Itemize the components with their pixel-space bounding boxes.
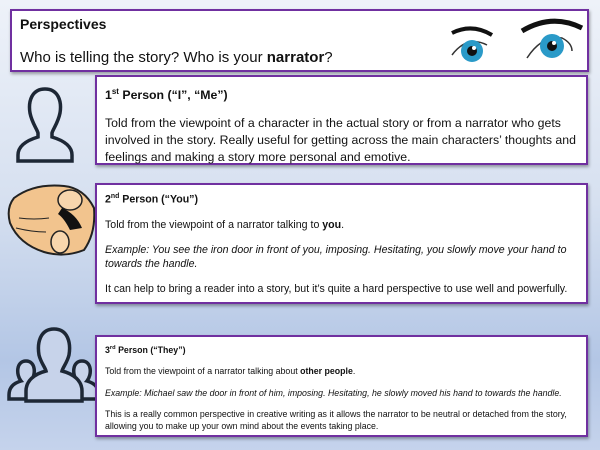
third-person-title (105, 342, 578, 356)
third-person-box (95, 335, 588, 437)
third-person-example: Example: Michael saw the door in front of him, imposing. Hesitating, he slowly moved his hand to towards the handle. (105, 387, 562, 398)
body-text: Told from the viewpoint of a narrator talking to (105, 218, 323, 231)
question-bold: narrator (266, 49, 325, 66)
second-person-body (105, 218, 578, 233)
title-num: 1 (105, 88, 112, 103)
second-person-note: It can help to bring a reader into a story, but it’s quite a hard perspective to use well and powerfully. (105, 283, 568, 296)
title-num: 2 (105, 193, 111, 206)
title-text: Person (“You”) (119, 193, 198, 206)
pointing-hand-icon (4, 178, 100, 258)
body-text: Told from the viewpoint of a narrator talking about (105, 366, 301, 377)
body-suffix: . (352, 366, 356, 377)
person-icon (14, 85, 76, 165)
page-title: Perspectives (20, 16, 107, 32)
title-sup: st (111, 87, 119, 96)
group-icon (6, 325, 102, 405)
body-suffix: . (341, 218, 345, 231)
title-num: 3 (105, 344, 110, 355)
title-sup: rd (109, 345, 116, 351)
body-bold: other people (300, 366, 353, 377)
question-text: Who is telling the story? Who is your (20, 49, 267, 66)
third-person-body (105, 365, 578, 378)
title-sup: nd (110, 193, 120, 200)
second-person-title (105, 190, 578, 207)
first-person-title (105, 83, 578, 104)
header-box (10, 9, 589, 72)
question-suffix: ? (324, 49, 333, 66)
eyes-icon (437, 13, 587, 71)
title-text: Person (“They”) (115, 344, 186, 355)
third-person-note: This is a really common perspective in creative writing as it allows the narrator to be neutral or detached from the story, allowing you to make up your own mind about the events taking place. (105, 408, 567, 432)
first-person-body: Told from the viewpoint of a character in the actual story or from a narrator who gets involved in the story. Really useful for getting across the main characters’ thoughts and feelings and making a story more personal and emotive. (105, 116, 576, 165)
body-bold: you (322, 218, 342, 231)
second-person-example: Example: You see the iron door in front of you, imposing. Hesitating, you slowly move your hand to towards the handle. (105, 243, 567, 271)
first-person-box (95, 75, 588, 165)
title-text: Person (“I”, “Me”) (118, 88, 228, 103)
second-person-box (95, 183, 588, 304)
